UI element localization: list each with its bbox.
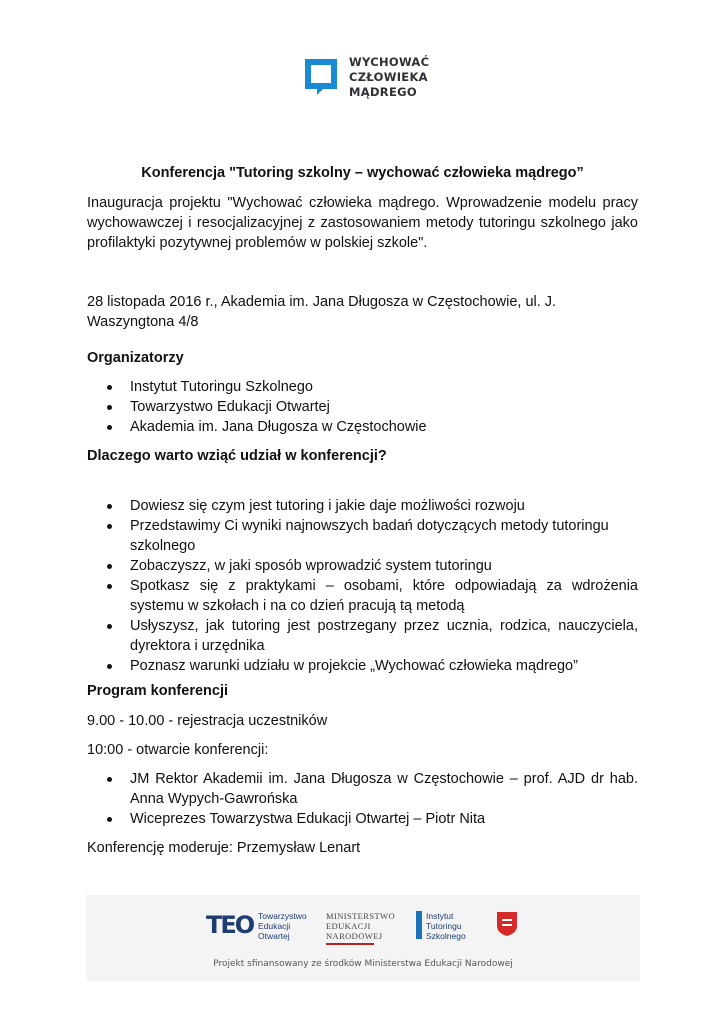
teo-name xyxy=(258,911,318,941)
list-item xyxy=(0,496,638,516)
its-name xyxy=(426,911,486,941)
ajd-shield-icon xyxy=(496,911,518,937)
bullet-icon xyxy=(107,405,112,410)
bullet-icon xyxy=(107,777,112,782)
bullet-icon xyxy=(107,564,112,569)
logo-line: CZŁOWIEKA xyxy=(349,70,428,84)
men-line: MINISTERSTWO xyxy=(326,911,396,921)
list-item xyxy=(0,576,638,616)
program-registration: 9.00 - 10.00 - rejestracja uczestników xyxy=(87,713,328,729)
bullet-icon xyxy=(107,504,112,509)
list-item-text: Spotkasz się z praktykami – osobami, które odpowiadają za wdrożenia systemu w szkołach i na co dzień pracują tą metodą xyxy=(130,578,638,614)
its-mark-icon xyxy=(416,911,422,939)
list-item-text: Przedstawimy Ci wyniki najnowszych badań dotyczących metody tutoringu szkolnego xyxy=(130,518,609,554)
date-place: 28 listopada 2016 r., Akademia im. Jana Długosza w Częstochowie, ul. J. Waszyngtona 4/8 xyxy=(87,294,557,330)
program-opening: 10:00 - otwarcie konferencji: xyxy=(87,742,269,758)
funding-note: Projekt sfinansowany ze środków Ministerstwa Edukacji Narodowej xyxy=(213,959,513,969)
list-item-text: Zobaczyszz, w jaki sposób wprowadzić system tutoringu xyxy=(130,558,492,574)
list-item xyxy=(0,769,638,809)
organizers-heading: Organizatorzy xyxy=(87,350,184,366)
why-list xyxy=(0,496,725,676)
men-flag-bar xyxy=(326,943,374,945)
list-item xyxy=(0,809,638,829)
bullet-icon xyxy=(107,584,112,589)
bullet-icon xyxy=(107,817,112,822)
its-line: Instytut xyxy=(426,911,454,921)
teo-mark: TEO xyxy=(206,911,254,939)
men-line: NARODOWEJ xyxy=(326,931,383,941)
speech-bubble-square-icon xyxy=(303,57,339,97)
list-item-text: Instytut Tutoringu Szkolnego xyxy=(130,379,313,395)
its-line: Szkolnego xyxy=(426,931,466,941)
men-logo xyxy=(326,911,395,945)
organizers-list xyxy=(0,377,725,437)
its-line: Tutoringu xyxy=(426,921,462,931)
footer-logos xyxy=(86,895,640,981)
document-title: Konferencja "Tutoring szkolny – wychować człowieka mądrego” xyxy=(141,165,584,181)
men-line: EDUKACJI xyxy=(326,921,371,931)
bullet-icon xyxy=(107,624,112,629)
teo-line: Towarzystwo xyxy=(258,911,307,921)
list-item-text: Towarzystwo Edukacji Otwartej xyxy=(130,399,330,415)
intro-paragraph: Inauguracja projektu "Wychować człowieka mądrego. Wprowadzenie modelu pracy wychowawczej i resocjalizacyjnej z zastosowaniem metody tutoringu szkolnego jako profilaktyki pozytywnej problemów w polskiej szkole". xyxy=(87,195,638,251)
logo-line: WYCHOWAĆ xyxy=(349,55,430,69)
logo-text xyxy=(349,55,429,100)
teo-line: Otwartej xyxy=(258,931,290,941)
bullet-icon xyxy=(107,524,112,529)
list-item-text: Usłyszysz, jak tutoring jest postrzegany przez ucznia, rodzica, nauczyciela, dyrektora i urzędnika xyxy=(130,618,638,654)
list-item-text: Dowiesz się czym jest tutoring i jakie daje możliwości rozwoju xyxy=(130,498,525,514)
list-item xyxy=(0,616,638,656)
moderator: Konferencję moderuje: Przemysław Lenart xyxy=(87,840,361,856)
list-item-text: JM Rektor Akademii im. Jana Długosza w Częstochowie – prof. AJD dr hab. Anna Wypych-Gawrońska xyxy=(130,771,638,807)
list-item xyxy=(0,397,638,417)
logo-line: MĄDREGO xyxy=(349,85,417,99)
why-heading: Dlaczego warto wziąć udział w konferencji? xyxy=(87,448,387,464)
bullet-icon xyxy=(107,425,112,430)
list-item-text: Akademia im. Jana Długosza w Częstochowie xyxy=(130,419,427,435)
list-item-text: Wiceprezes Towarzystwa Edukacji Otwartej – Piotr Nita xyxy=(130,811,486,827)
list-item xyxy=(0,417,638,437)
list-item-text: Poznasz warunki udziału w projekcie „Wychować człowieka mądrego” xyxy=(130,658,578,674)
teo-line: Edukacji xyxy=(258,921,291,931)
program-heading: Program konferencji xyxy=(87,683,229,699)
program-speakers-list xyxy=(0,769,725,829)
bullet-icon xyxy=(107,385,112,390)
project-logo xyxy=(301,54,431,104)
list-item xyxy=(0,377,638,397)
list-item xyxy=(0,556,638,576)
list-item xyxy=(0,656,638,676)
bullet-icon xyxy=(107,664,112,669)
list-item xyxy=(0,516,638,556)
